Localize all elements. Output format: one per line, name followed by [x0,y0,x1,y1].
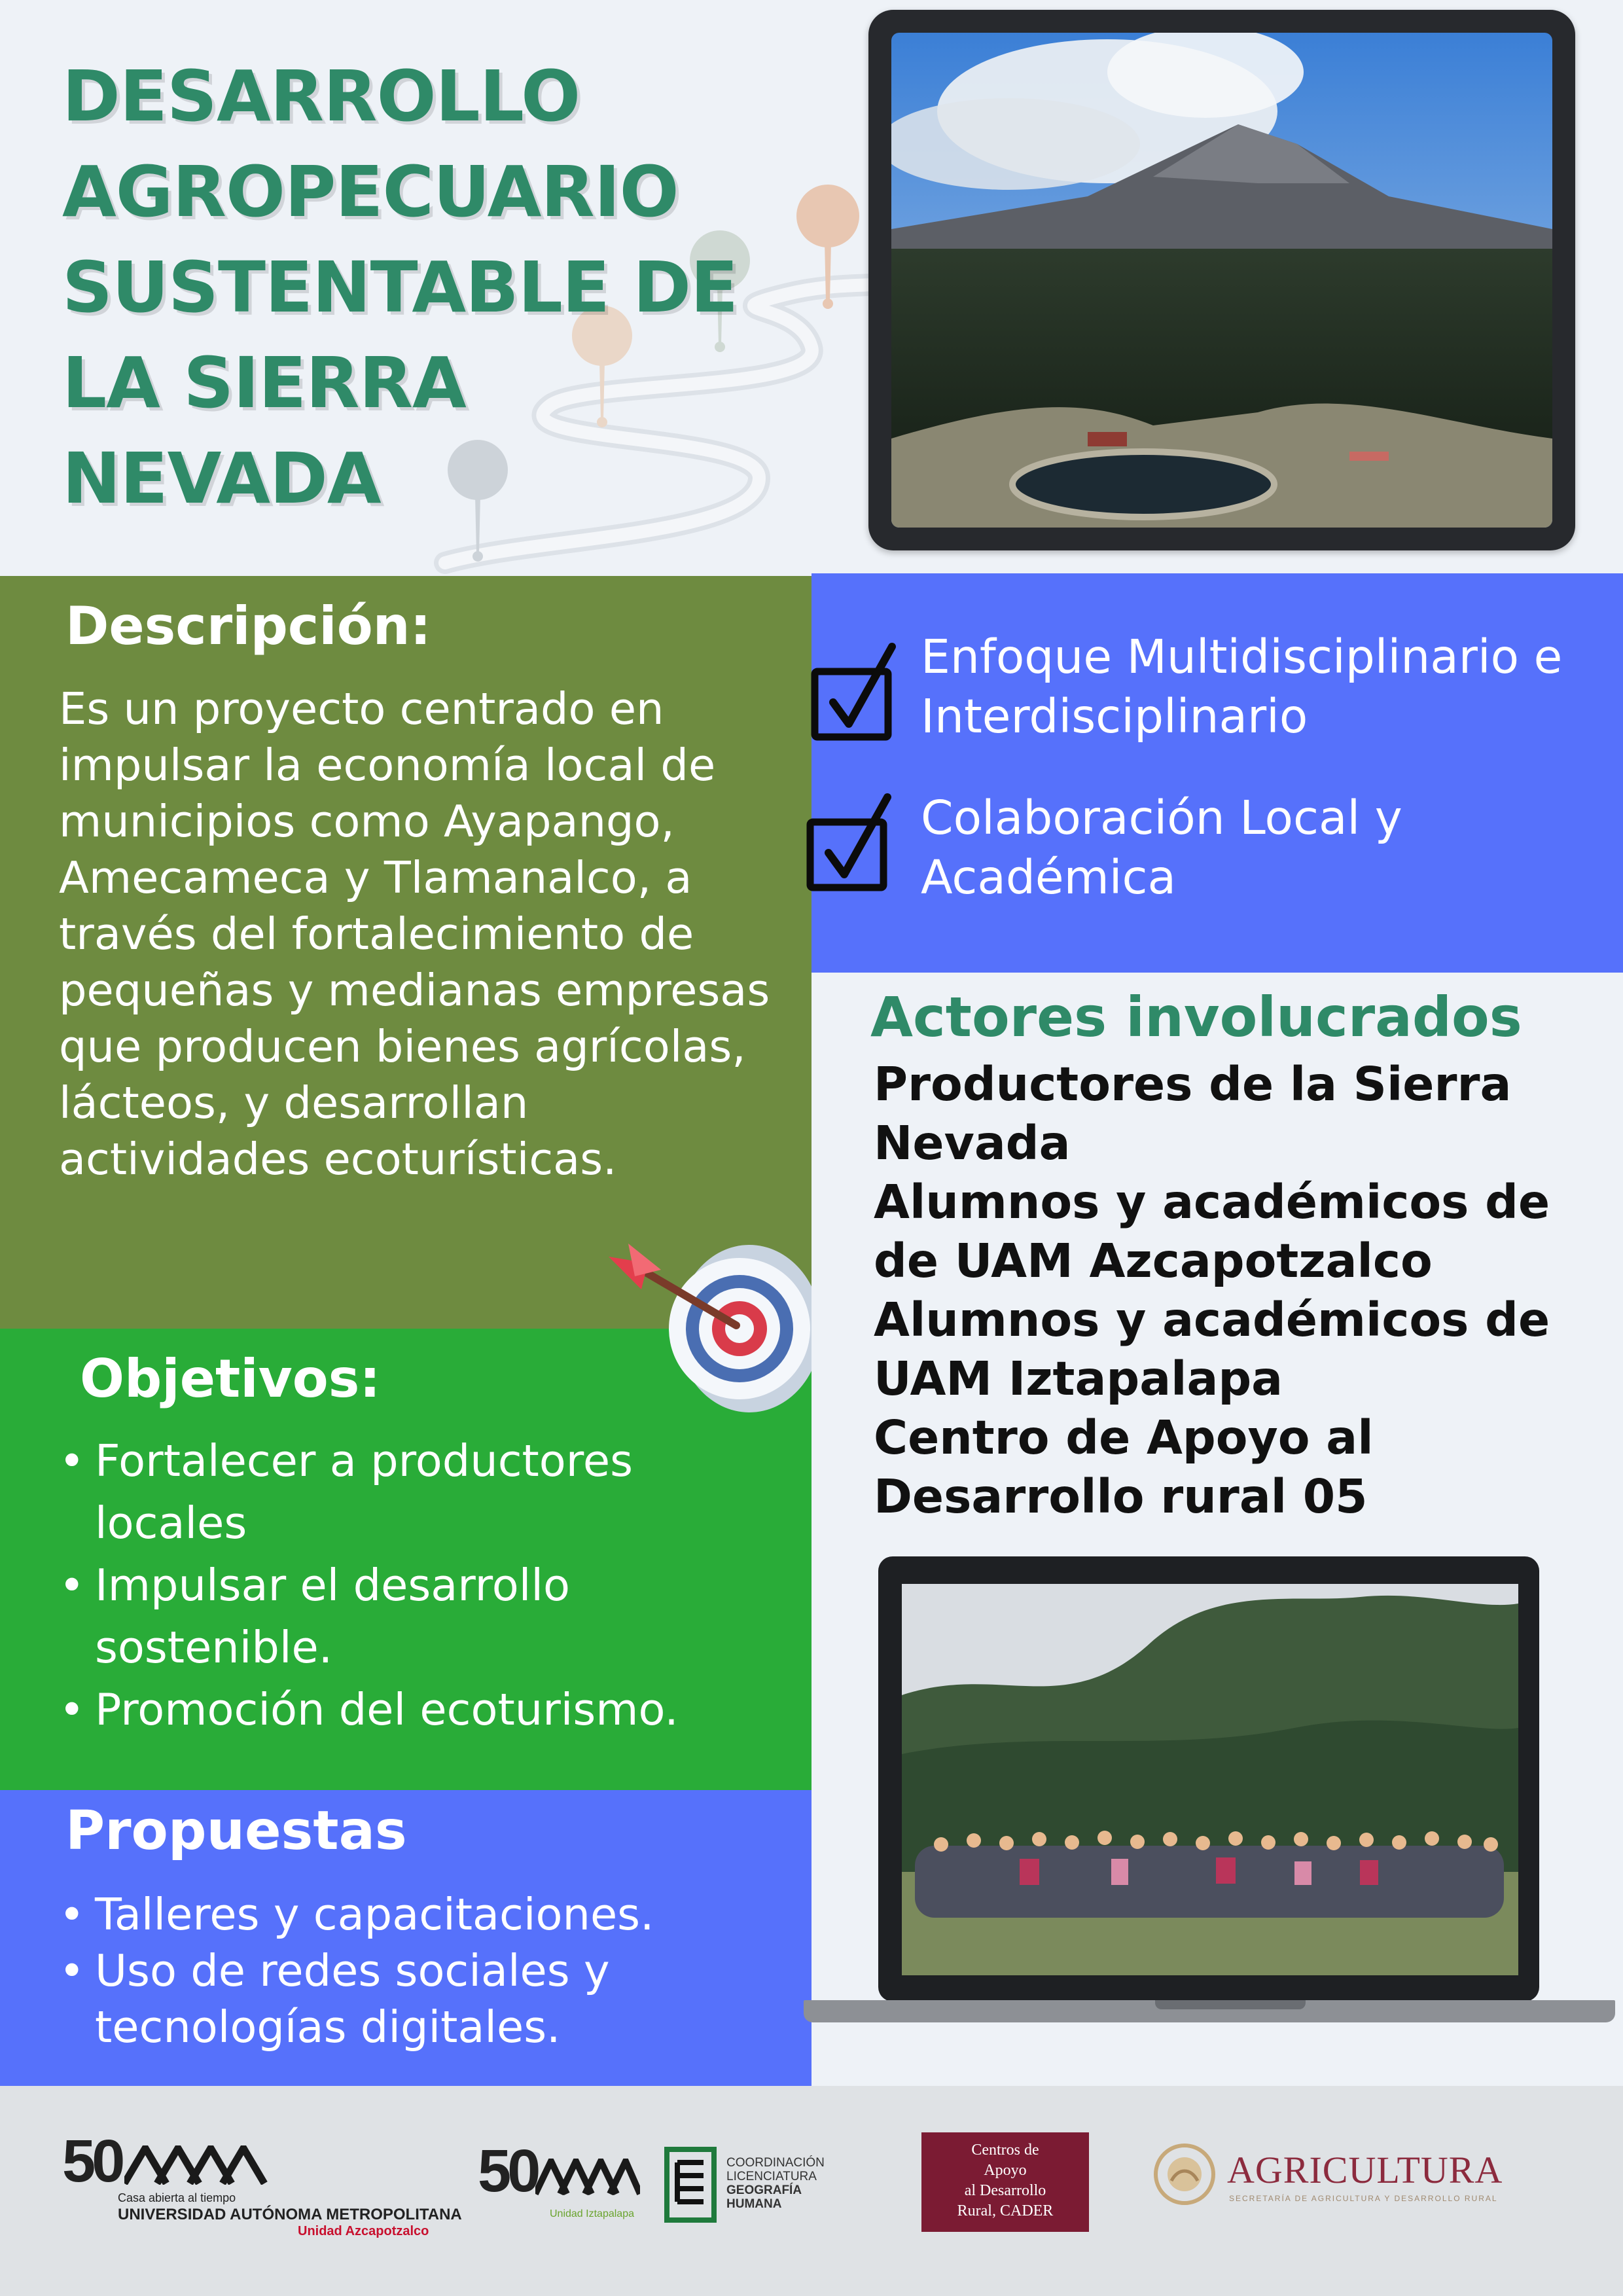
list-item: Productores de la Sierra Nevada [874,1057,1512,1170]
list-item: Centro de Apoyo al Desarrollo rural 05 [874,1410,1374,1524]
list-item: • Fortalecer a productores locales [59,1435,633,1549]
building-icon [664,2147,717,2223]
proposals-list [59,1886,792,2055]
cader-logo: Centros de Apoyo al Desarrollo Rural, CADER [921,2132,1089,2232]
geografia-humana-logo: COORDINACIÓN LICENCIATURA GEOGRAFÍA HUMANA [664,2147,854,2225]
list-item: • Talleres y capacitaciones. [59,1889,654,1940]
list-item: Alumnos y académicos de de UAM Azcapotzalco [874,1175,1550,1288]
agricultura-logo: AGRICULTURA SECRETARÍA DE AGRICULTURA Y DESARROLLO RURAL [1152,2140,1518,2212]
description-heading: Descripción: [65,596,431,656]
uam-iztapalapa-logo: 50 Unidad Iztapalapa [478,2140,641,2232]
objectives-heading: Objetivos: [80,1348,381,1409]
actors-heading: Actores involucrados [870,985,1522,1049]
uam-mark-icon [535,2159,640,2195]
objectives-list [59,1430,792,1741]
page-title [62,49,795,527]
title-line: LA SIERRA [62,343,466,424]
focus-item: Colaboración Local y Académica [921,791,1402,905]
title-line: SUSTENTABLE DE [62,247,738,329]
list-item: Alumnos y académicos de UAM Iztapalapa [874,1293,1550,1406]
description-text: Es un proyecto centrado en impulsar la economía local de municipios como Ayapango, Amecameca y Tlamanalco, a través del fortalecimiento de pequeñas y medianas empresas que producen bienes agrícolas, lácteos, y desarrollan actividades ecoturísticas. [59,683,770,1185]
title-line: NEVADA [62,439,381,520]
volcano-photo [891,33,1552,528]
list-item: • Impulsar el desarrollo sostenible. [59,1560,570,1673]
title-line: DESARROLLO [62,56,580,137]
checkbox-icon [804,791,895,895]
uam-mark-icon [124,2145,275,2185]
map-pin-icon [792,183,864,314]
laptop-notch [1155,2000,1306,2009]
list-item: • Promoción del ecoturismo. [59,1684,679,1735]
actors-list [874,1055,1594,1526]
coat-of-arms-icon [1152,2142,1217,2207]
group-photo [902,1584,1518,1975]
uam-azcapotzalco-logo: 50 Casa abierta al tiempo UNIVERSIDAD AUTÓNOMA METROPOLITANA Unidad Azcapotzalco [62,2128,462,2238]
list-item: • Uso de redes sociales y tecnologías digitales. [59,1945,610,2053]
tablet-frame [868,10,1575,550]
focus-item: Enfoque Multidisciplinario e Interdisciplinario [921,630,1563,744]
checkbox-icon [808,640,900,745]
target-dart-icon [602,1244,818,1414]
title-line: AGROPECUARIO [62,152,679,233]
proposals-heading: Propuestas [65,1800,407,1862]
